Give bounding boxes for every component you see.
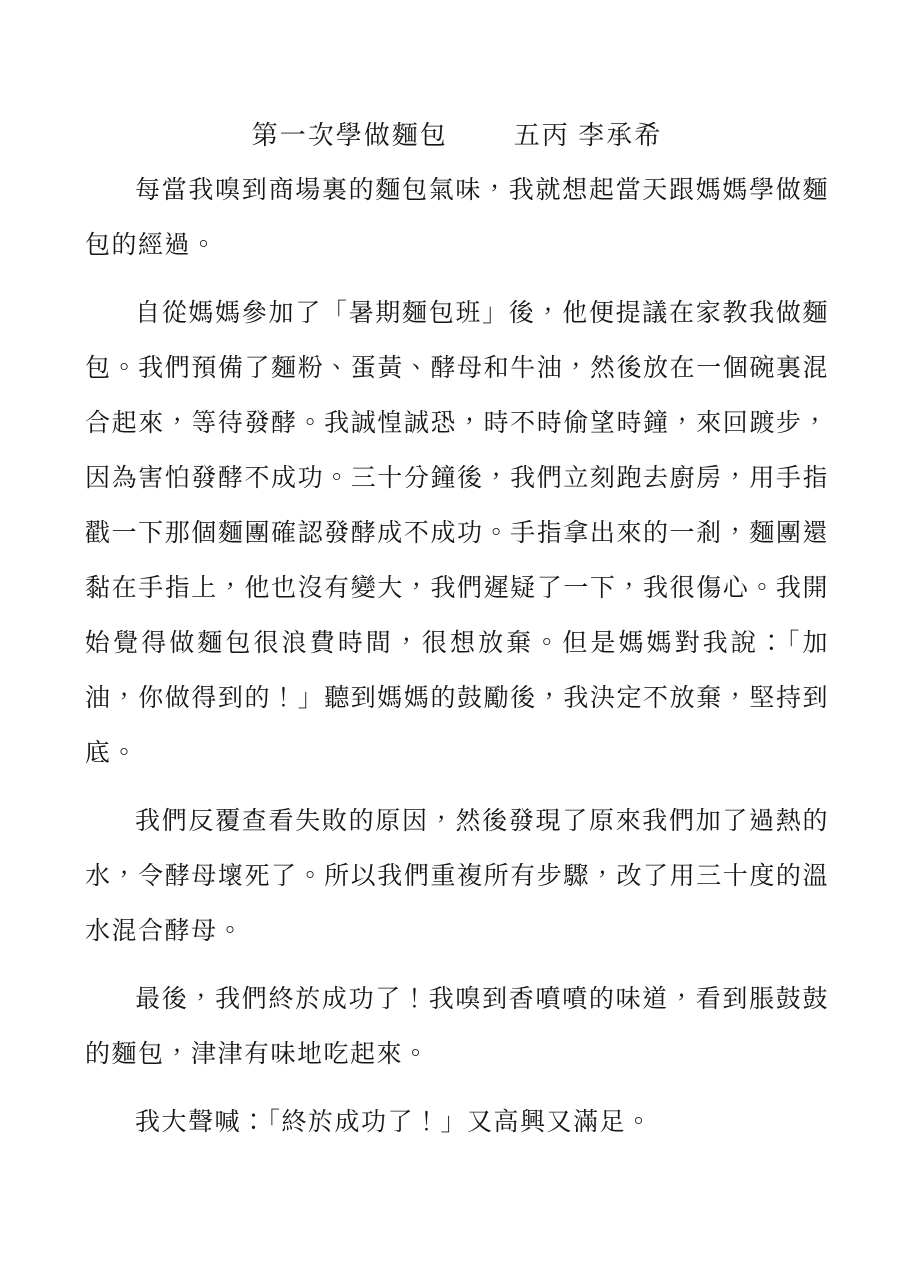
essay-title-line — [85, 108, 829, 163]
essay-paragraph: 每當我嗅到商場裏的麵包氣味，我就想起當天跟媽媽學做麵包的經過。 — [85, 177, 829, 259]
essay-paragraph: 自從媽媽參加了「暑期麵包班」後，他便提議在家教我做麵包。我們預備了麵粉、蛋黃、酵母和牛油，然後放在一個碗裏混合起來，等待發酵。我誠惶誠恐，時不時偷望時鐘，來回踱步，因為害怕發酵不成功。三十分鐘後，我們立刻跑去廚房，用手指戳一下那個麵團確認發酵成不成功。手指拿出來的一剎，麵團還黏在手指上，他也沒有變大，我們遲疑了一下，我很傷心。我開始覺得做麵包很浪費時間，很想放棄。但是媽媽對我說：「加油，你做得到的！」聽到媽媽的鼓勵後，我決定不放棄，堅持到底。 — [85, 300, 829, 767]
essay-title: 第一次學做麵包 — [251, 121, 448, 150]
essay-paragraph: 最後，我們終於成功了！我嗅到香噴噴的味道，看到脹鼓鼓的麵包，津津有味地吃起來。 — [85, 986, 829, 1068]
essay-author: 五丙 李承希 — [513, 121, 663, 150]
essay-body — [85, 163, 829, 1150]
essay-paragraph: 我大聲喊：「終於成功了！」又高興又滿足。 — [135, 1109, 653, 1136]
essay-paragraph: 我們反覆查看失敗的原因，然後發現了原來我們加了過熱的水，令酵母壞死了。所以我們重複所有步驟，改了用三十度的溫水混合酵母。 — [85, 808, 829, 945]
